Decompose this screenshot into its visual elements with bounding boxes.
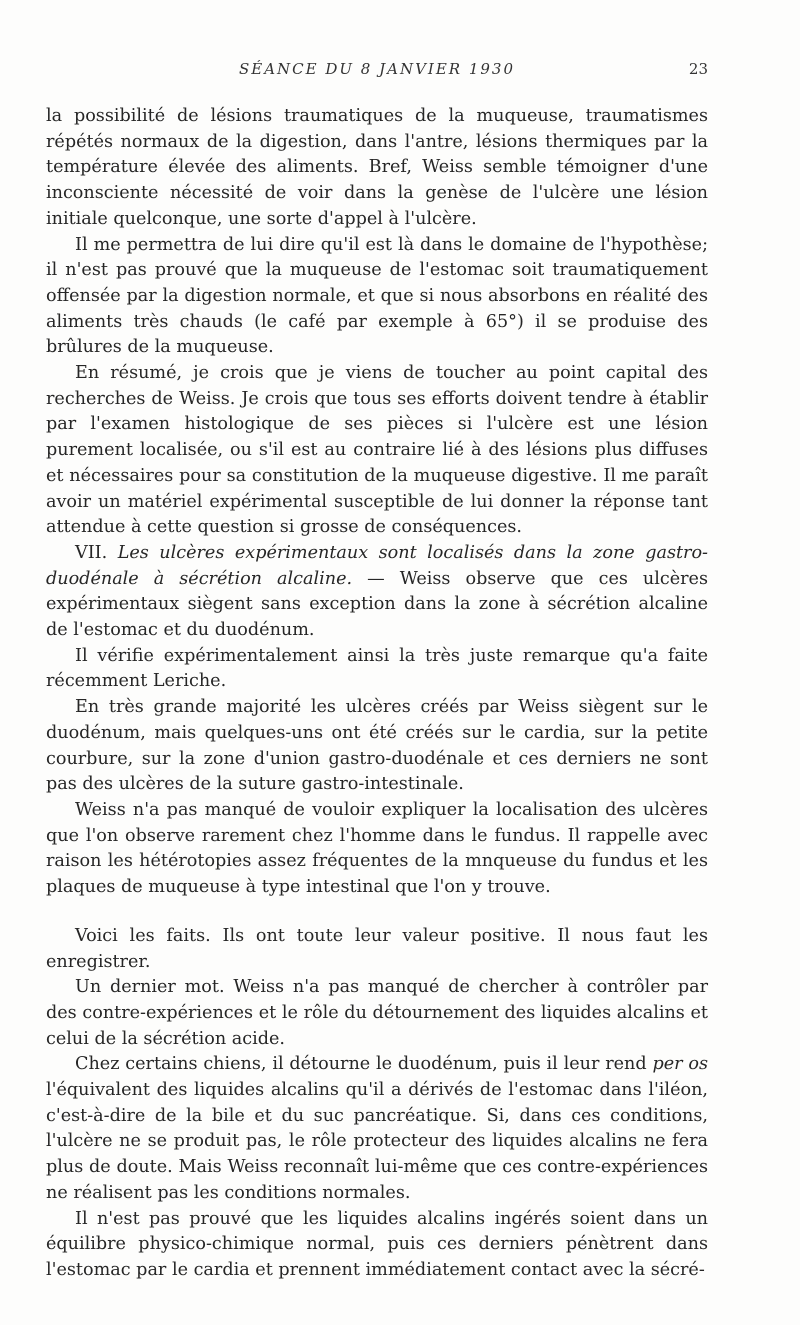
paragraph-text: En résumé, je crois que je viens de toucher au point capital des recherches de Weiss. Je crois que tous ses efforts doivent tendre à établir par l'examen histologique de ses pièces si l'ulcère est une lésion purement localisée, ou s'il est au contraire lié à des lésions plus diffuses et nécessaires pour sa constitution de la muqueuse digestive. Il me paraît avoir un matériel expérimental susceptible de lui donner la réponse tant attendue à cette question si grosse de conséquences. [46,363,708,538]
paragraph-text: — Weiss observe que ces ulcères expérimentaux siègent sans exception dans la zone à sécrétion alcaline de l'estomac et du duodénum. [46,568,708,641]
paragraph [46,924,708,975]
paragraph-text: Un dernier mot. Weiss n'a pas manqué de chercher à contrôler par des contre-expériences et le rôle du détournement des liquides alcalins et celui de la sécrétion acide. [46,977,708,1049]
running-head [46,60,708,84]
paragraph [46,798,708,901]
paragraph [46,695,708,798]
paragraph-text: Chez certains chiens, il détourne le duodénum, puis il leur rend [75,1054,653,1075]
latin-phrase: per os [652,1054,708,1075]
paragraph-text: Weiss n'a pas manqué de vouloir expliquer la localisation des ulcères que l'on observe rarement chez l'homme dans le fundus. Il rappelle avec raison les hétérotopies assez fréquentes de la mnqueuse du fundus et les plaques de muqueuse à type intestinal que l'on y trouve. [46,799,708,898]
paragraph [46,361,708,541]
paragraph [46,104,708,233]
paragraph [46,233,708,362]
paragraph [46,975,708,1052]
paragraph [46,1052,708,1206]
paragraph-text: Il me permettra de lui dire qu'il est là dans le domaine de l'hypothèse; il n'est pas prouvé que la muqueuse de l'estomac soit traumatiquement offensée par la digestion normale, et que si nous absorbons en réalité des aliments très chauds (le café par exemple à 65°) il se produise des brûlures de la muqueuse. [46,234,708,358]
paragraph-text-continued: l'équivalent des liquides alcalins qu'il a dérivés de l'estomac dans l'iléon, c'est-à-dire de la bile et du suc pancréatique. Si, dans ces conditions, l'ulcère ne se produit pas, le rôle protecteur des liquides alcalins ne fera plus de doute. Mais Weiss reconnaît lui-même que ces contre-expériences ne réalisent pas les conditions normales. [46,1080,708,1203]
paragraph-text: Voici les faits. Ils ont toute leur valeur positive. Il nous faut les enregistrer. [46,925,708,972]
running-title: SÉANCE DU 8 JANVIER 1930 [238,60,516,78]
section-heading: Les ulcères expérimentaux sont localisés dans la zone gastro-duodénale à sécrétion alcaline. [46,542,708,589]
paragraph-text: Il vérifie expérimentalement ainsi la très juste remarque qu'a faite récemment Leriche. [46,645,708,692]
paragraph-text: Il n'est pas prouvé que les liquides alcalins ingérés soient dans un équilibre physico-chimique normal, puis ces derniers pénètrent dans l'estomac par le cardia et prennent immédiatement contact avec la sécré- [46,1208,708,1280]
section-number: VII. [75,542,118,563]
paragraph-text: la possibilité de lésions traumatiques de la muqueuse, traumatismes répétés normaux de la digestion, dans l'antre, lésions thermiques par la température élevée des aliments. Bref, Weiss semble témoigner d'une inconsciente nécessité de voir dans la genèse de l'ulcère une lésion initiale quelconque, une sorte d'appel à l'ulcère. [46,106,708,229]
paragraph-text: En très grande majorité les ulcères créés par Weiss siègent sur le duodénum, mais quelques-uns ont été créés sur le cardia, sur la petite courbure, sur la zone d'union gastro-duodénale et ces derniers ne sont pas des ulcères de la suture gastro-intestinale. [46,697,708,795]
paragraph [46,644,708,695]
page-number: 23 [688,60,708,78]
section-paragraph-vii [46,541,708,644]
body-text [46,104,708,1284]
paragraph [46,1207,708,1284]
